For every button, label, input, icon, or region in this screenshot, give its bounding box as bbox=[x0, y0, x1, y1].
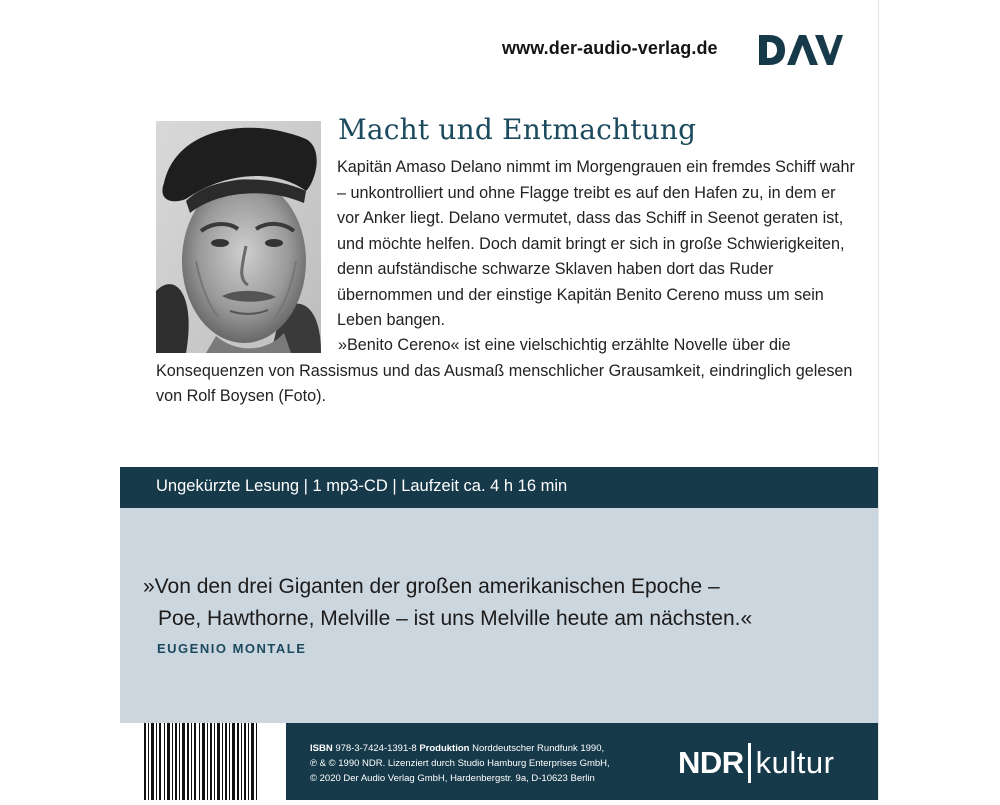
barcode bbox=[120, 723, 282, 800]
legal-line-1: ISBN 978-3-7424-1391-8 Produktion Norddeutscher Rundfunk 1990, bbox=[310, 743, 605, 754]
barcode-icon bbox=[120, 723, 282, 800]
legal-line-2: ℗ & © 1990 NDR. Lizenziert durch Studio Hamburg Enterprises GmbH, bbox=[310, 758, 610, 769]
ndr-logo-kultur: kultur bbox=[755, 745, 835, 780]
ndr-logo-word: NDR bbox=[678, 745, 744, 780]
legal-text bbox=[310, 741, 610, 786]
cd-back-cover bbox=[120, 0, 878, 800]
book-description-continued bbox=[156, 333, 856, 410]
description-paragraph-2-first-line: »Benito Cereno« ist eine vielschichtig erzählte Novelle über die bbox=[338, 336, 791, 354]
portrait-photo bbox=[156, 121, 321, 353]
quote-box bbox=[120, 508, 878, 723]
description-paragraph-2-rest: Konsequenzen von Rassismus und das Ausmaß menschlicher Grausamkeit, eindringlich gelesen von Rolf Boysen (Foto). bbox=[156, 361, 853, 405]
man-portrait-icon bbox=[156, 121, 321, 353]
quote-line-1: »Von den drei Giganten der großen amerikanischen Epoche – bbox=[143, 575, 720, 598]
book-description bbox=[337, 155, 857, 334]
quote-author: EUGENIO MONTALE bbox=[157, 641, 307, 656]
quote-line-2: Poe, Hawthorne, Melville – ist uns Melville heute am nächsten.« bbox=[158, 607, 753, 630]
description-paragraph-1: Kapitän Amaso Delano nimmt im Morgengrauen ein fremdes Schiff wahr – unkontrolliert und ohne Flagge treibt es auf den Hafen zu, in dem er vor Anker liegt. Delano vermutet, dass das Schiff in Seenot geraten ist, und möchte helfen. Doch damit bringt er sich in große Schwierigkeiten, denn aufständische schwarze Sklaven haben dort das Ruder übernommen und der einstige Kapitän Benito Cereno muss um sein Leben bangen. bbox=[337, 158, 855, 329]
quote-text bbox=[143, 571, 752, 635]
product-info-bar bbox=[120, 467, 878, 508]
legal-line-3: © 2020 Der Audio Verlag GmbH, Hardenbergstr. 9a, D-10623 Berlin bbox=[310, 773, 595, 784]
footer-bar bbox=[286, 723, 878, 800]
publisher-url[interactable]: www.der-audio-verlag.de bbox=[502, 38, 718, 58]
product-info-text: Ungekürzte Lesung | 1 mp3-CD | Laufzeit ca. 4 h 16 min bbox=[156, 477, 568, 495]
right-edge-line bbox=[878, 0, 879, 800]
ndr-kultur-logo bbox=[678, 743, 834, 783]
book-title: Macht und Entmachtung bbox=[338, 113, 697, 146]
dav-logo-icon bbox=[759, 35, 843, 65]
ndr-logo-divider bbox=[748, 743, 751, 783]
